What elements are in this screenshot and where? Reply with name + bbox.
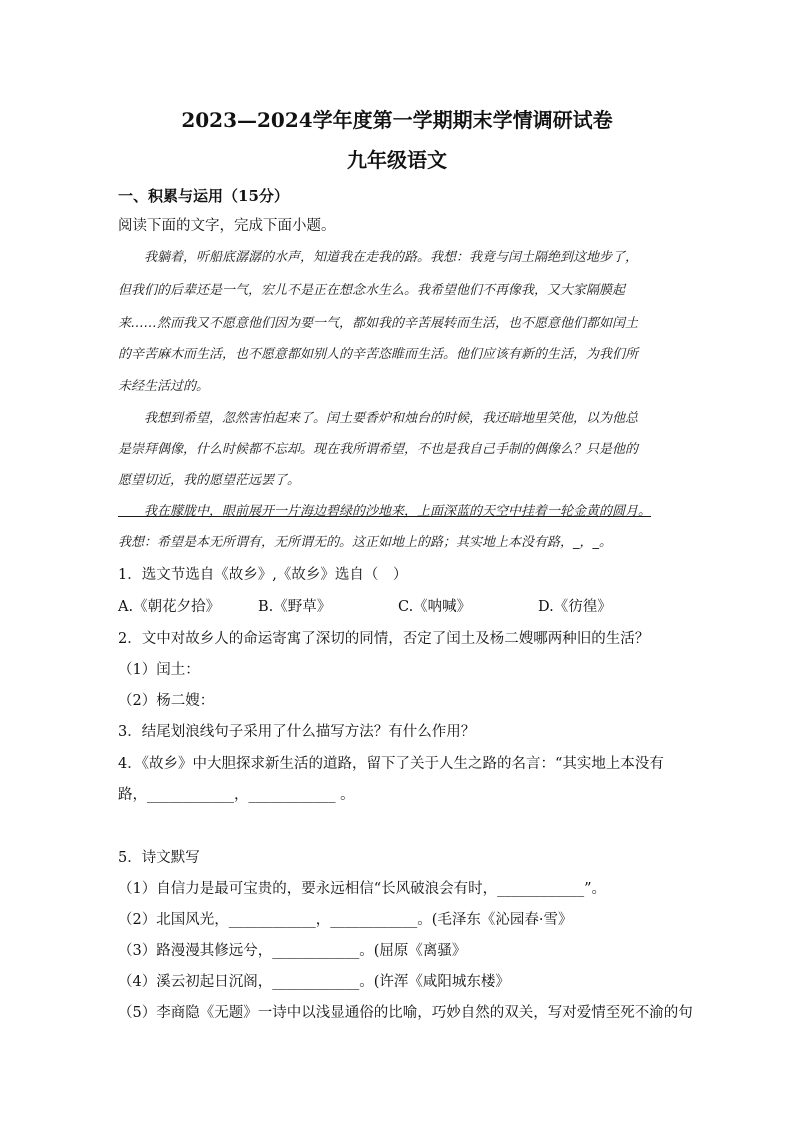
underlined-sentence: 我在朦胧中，眼前展开一片海边碧绿的沙地来，上面深蓝的天空中挂着一轮金黄的圆月。	[118, 504, 652, 519]
passage-line: 但我们的后辈还是一气，宏儿不是正在想念水生么。我希望他们不再像我，又大家隔膜起	[118, 283, 626, 298]
question-5-item-1: （1）自信力是最可宝贵的，要永远相信“长风破浪会有时，____________”。	[118, 881, 607, 897]
question-1: 1．选文节选自《故乡》,《故乡》选自（ ）	[118, 567, 408, 583]
question-2: 2．文中对故乡人的命运寄寓了深切的同情，否定了闰土及杨二嫂哪两种旧的生活？	[118, 631, 650, 647]
passage-line: 来……然而我又不愿意他们因为要一气，都如我的辛苦展转而生活，也不愿意他们都如闰土	[118, 316, 639, 331]
passage-line: 愿望切近，我的愿望茫远罢了。	[118, 473, 301, 488]
passage-line: 我想：希望是本无所谓有，无所谓无的。这正如地上的路；其实地上本没有路，_，_。	[118, 535, 613, 550]
passage-line: 未经生活过的。	[118, 379, 210, 394]
question-5-item-3: （3）路漫漫其修远兮，____________。(屈原《离骚》	[118, 943, 467, 959]
question-4-line-1: 4．《故乡》中大胆探求新生活的道路，留下了关于人生之路的名言：“其实地上本没有	[118, 756, 664, 772]
question-4-line-2: 路，____________，____________ 。	[118, 787, 355, 803]
question-5: 5．诗文默写	[118, 850, 200, 866]
option-d[interactable]: D.《彷徨》	[538, 599, 612, 615]
exam-subtitle: 九年级语文	[347, 148, 447, 172]
passage-line: 是崇拜偶像，什么时候都不忘却。现在我所谓希望，不也是我自己手制的偶像么？只是他的	[118, 442, 639, 457]
question-2-part-1: （1）闰土：	[118, 662, 200, 678]
reading-instruction: 阅读下面的文字，完成下面小题。	[118, 218, 336, 234]
exam-title: 2023—2024学年度第一学期期末学情调研试卷	[181, 108, 613, 132]
passage-line: 的辛苦麻木而生活，也不愿意都如别人的辛苦恣睢而生活。他们应该有新的生活，为我们所	[118, 347, 639, 362]
option-b[interactable]: B.《野草》	[258, 599, 332, 615]
question-5-item-2: （2）北国风光，____________，____________。(毛泽东《沁园春·雪》	[118, 912, 573, 928]
passage-line: 我躺着，听船底潺潺的水声，知道我在走我的路。我想：我竟与闰土隔绝到这地步了，	[118, 250, 639, 265]
option-a[interactable]: A.《朝花夕拾》	[118, 599, 221, 615]
question-5-item-4: （4）溪云初起日沉阁，____________。(许浑《咸阳城东楼》	[118, 974, 510, 990]
question-5-item-5: （5）李商隐《无题》一诗中以浅显通俗的比喻，巧妙自然的双关，写对爱情至死不渝的句	[118, 1005, 693, 1021]
question-2-part-2: （2）杨二嫂：	[118, 693, 215, 709]
option-c[interactable]: C.《呐喊》	[398, 599, 472, 615]
question-3: 3．结尾划浪线句子采用了什么描写方法？有什么作用？	[118, 724, 476, 740]
section-heading: 一、积累与运用（15分）	[118, 187, 289, 205]
question-1-options	[118, 598, 688, 616]
passage-line: 我想到希望，忽然害怕起来了。闰土要香炉和烛台的时候，我还暗地里笑他，以为他总	[118, 411, 639, 426]
